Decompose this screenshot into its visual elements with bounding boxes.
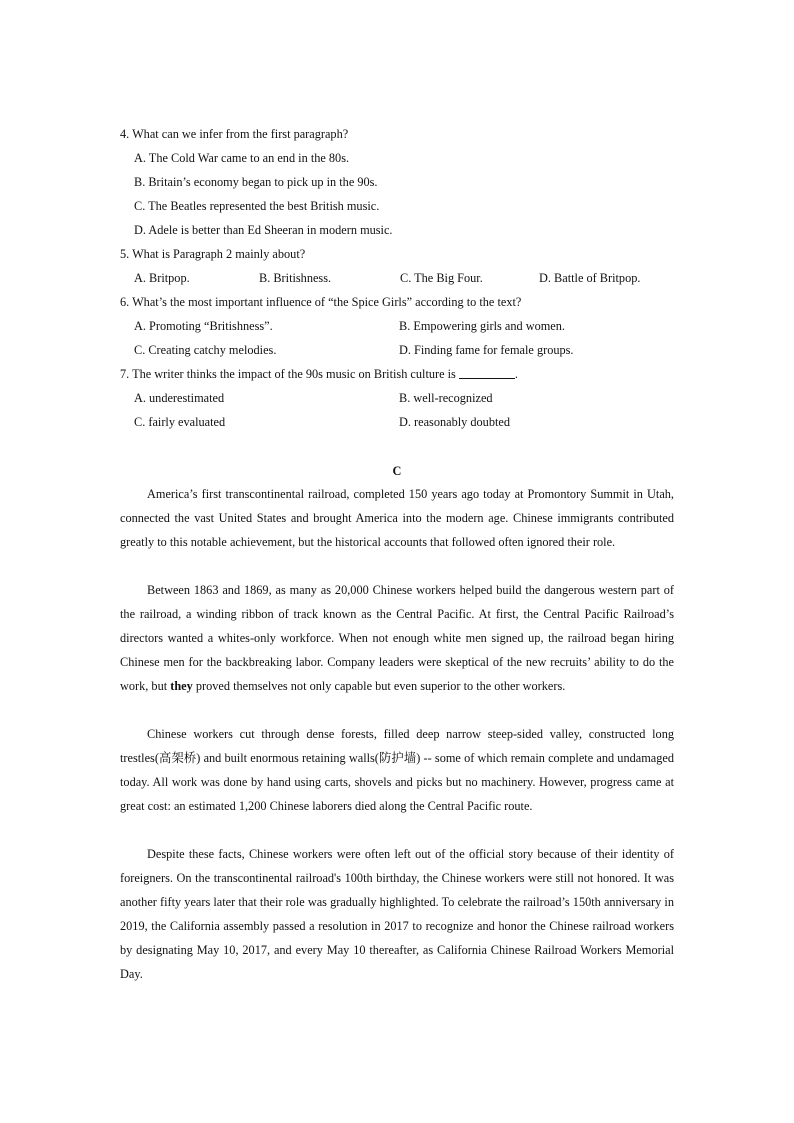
paragraph-2-text-start: Between 1863 and 1869, as many as 20,000 Chinese workers helped build the dangerous western part of the railroad, a winding ribbon of track known as the Central Pacific. At first, the Central Pacific Railroad’s directors wanted a whites-only workforce. When not enough white men signed up, the railroad began hiring Chinese men for the backbreaking labor. Company leaders were skeptical of the new recruits’ ability to do the work, but [120, 583, 674, 693]
question-6-option-d: D. Finding fame for female groups. [399, 343, 574, 357]
question-4-option-d: D. Adele is better than Ed Sheeran in modern music. [134, 223, 393, 237]
question-6-option-c: C. Creating catchy melodies. [134, 343, 277, 357]
question-6-stem: 6. What’s the most important influence of “the Spice Girls” according to the text? [120, 295, 522, 309]
question-4-stem: 4. What can we infer from the first paragraph? [120, 127, 349, 141]
passage-paragraph-3: Chinese workers cut through dense forests, filled deep narrow steep-sided valley, constructed long trestles(高架桥) and built enormous retaining walls(防护墙) -- some of which remain complete and undamaged today. All work was done by hand using carts, shovels and picks but no machinery. However, progress came at great cost: an estimated 1,200 Chinese laborers died along the Central Pacific route. [120, 727, 674, 813]
passage-title: C [392, 464, 402, 478]
passage-paragraph-2 [120, 578, 674, 698]
question-5-option-b: B. Britishness. [259, 271, 332, 285]
question-4-option-b: B. Britain’s economy began to pick up in the 90s. [134, 175, 378, 189]
question-6-option-a: A. Promoting “Britishness”. [134, 319, 273, 333]
question-7-option-a: A. underestimated [134, 391, 225, 405]
paragraph-2-bold-word: they [170, 679, 193, 693]
question-7-line [120, 362, 518, 386]
question-5-option-c: C. The Big Four. [400, 271, 483, 285]
question-7-stem-end: . [514, 367, 518, 381]
question-6-option-b: B. Empowering girls and women. [399, 319, 565, 333]
paragraph-2-text-end: proved themselves not only capable but even superior to the other workers. [195, 679, 566, 693]
question-5-stem: 5. What is Paragraph 2 mainly about? [120, 247, 306, 261]
question-5-option-a: A. Britpop. [134, 271, 190, 285]
question-4-option-a: A. The Cold War came to an end in the 80s. [134, 151, 350, 165]
question-7-stem: 7. The writer thinks the impact of the 90s music on British culture is [120, 367, 456, 381]
question-7-option-d: D. reasonably doubted [399, 415, 510, 429]
passage-paragraph-1: America’s first transcontinental railroad, completed 150 years ago today at Promontory Summit in Utah, connected the vast United States and brought America into the modern age. Chinese immigrants contributed greatly to this notable achievement, but the historical accounts that followed often ignored their role. [120, 487, 674, 549]
question-7-option-c: C. fairly evaluated [134, 415, 226, 429]
question-7-option-b: B. well-recognized [399, 391, 493, 405]
passage-paragraph-4: Despite these facts, Chinese workers were often left out of the official story because of their identity of foreigners. On the transcontinental railroad's 100th birthday, the Chinese workers were still not honored. It was another fifty years later that their role was gradually highlighted. To celebrate the railroad’s 150th anniversary in 2019, the California assembly passed a resolution in 2017 to recognize and honor the Chinese railroad workers by designating May 10, 2017, and every May 10 thereafter, as California Chinese Railroad Workers Memorial Day. [120, 847, 674, 981]
question-4-option-c: C. The Beatles represented the best British music. [134, 199, 380, 213]
answer-blank[interactable] [459, 366, 515, 379]
question-5-option-d: D. Battle of Britpop. [539, 271, 641, 285]
